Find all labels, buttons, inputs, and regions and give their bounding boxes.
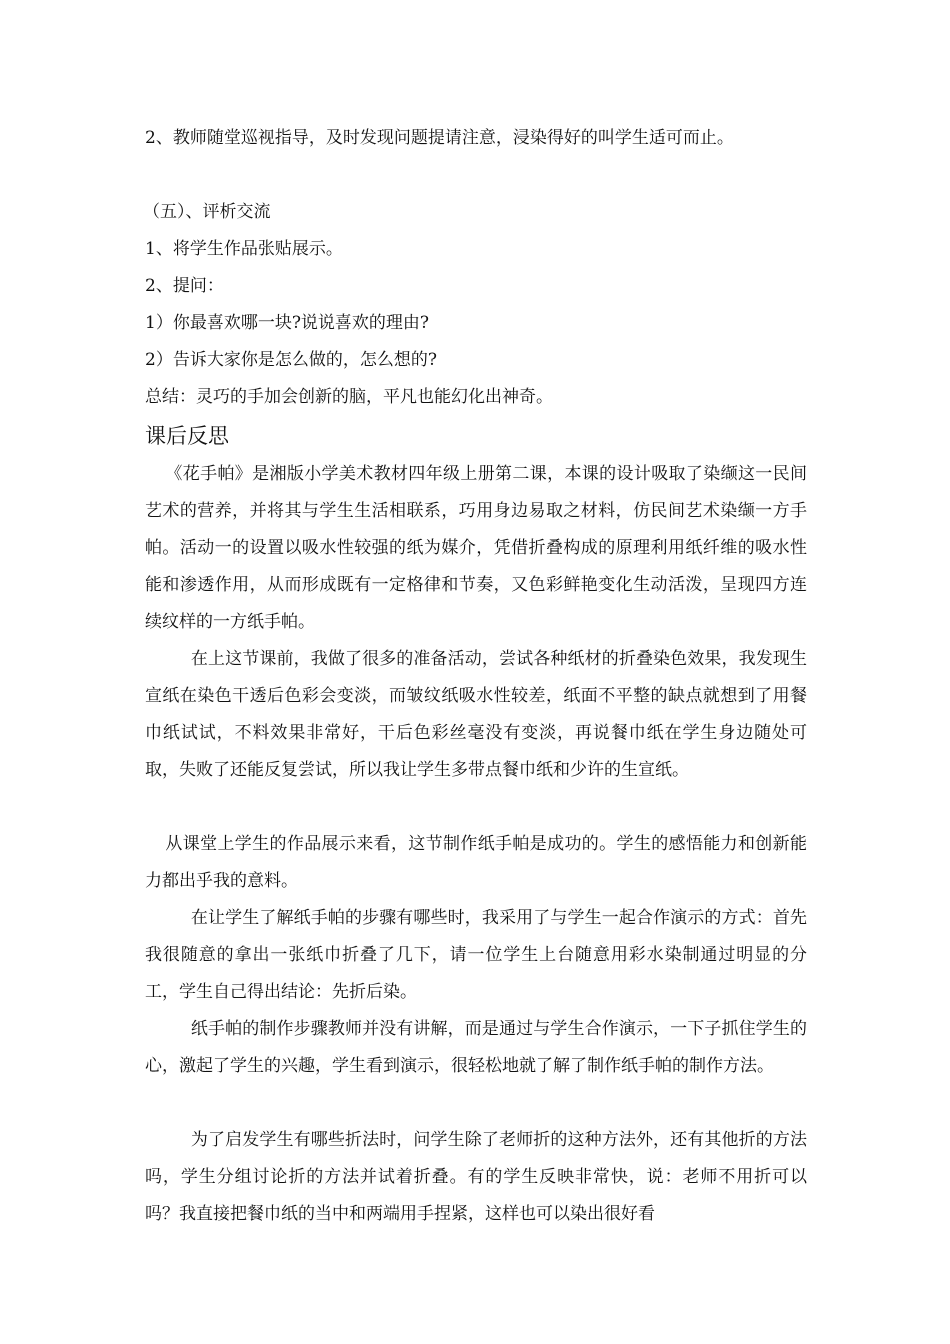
text-line: 2、提问： xyxy=(145,276,224,296)
text-line: 总结：灵巧的手加会创新的脑，平凡也能幻化出神奇。 xyxy=(145,387,553,407)
paragraph: 为了启发学生有哪些折法时，问学生除了老师折的这种方法外，还有其他折的方法吗，学生分组讨论折的方法并试着折叠。有的学生反映非常快，说：老师不用折可以吗？我直接把餐巾纸的当中和两端用手捏紧，这样也可以染出很好看 xyxy=(145,1130,807,1224)
paragraph: 从课堂上学生的作品展示来看，这节制作纸手帕是成功的。学生的感悟能力和创新能力都出乎我的意料。 xyxy=(145,834,807,891)
text-line: 2、教师随堂巡视指导，及时发现问题提请注意，浸染得好的叫学生适可而止。 xyxy=(145,128,734,148)
paragraph: 纸手帕的制作步骤教师并没有讲解，而是通过与学生合作演示，一下子抓住学生的心，激起了学生的兴趣，学生看到演示，很轻松地就了解了制作纸手帕的制作方法。 xyxy=(145,1019,807,1076)
text-line: 1、将学生作品张贴展示。 xyxy=(145,239,343,259)
paragraph: 在上这节课前，我做了很多的准备活动，尝试各种纸材的折叠染色效果，我发现生宣纸在染色干透后色彩会变淡，而皱纹纸吸水性较差，纸面不平整的缺点就想到了用餐巾纸试试，不料效果非常好，干后色彩丝毫没有变淡，再说餐巾纸在学生身边随处可取，失败了还能反复尝试，所以我让学生多带点餐巾纸和少许的生宣纸。 xyxy=(145,649,807,780)
text-line: 2）告诉大家你是怎么做的，怎么想的? xyxy=(145,350,437,370)
paragraph: 《花手帕》是湘版小学美术教材四年级上册第二课，本课的设计吸取了染缬这一民间艺术的营养，并将其与学生生活相联系，巧用身边易取之材料，仿民间艺术染缬一方手帕。活动一的设置以吸水性较强的纸为媒介，凭借折叠构成的原理利用纸纤维的吸水性能和渗透作用，从而形成既有一定格律和节奏，又色彩鲜艳变化生动活泼，呈现四方连续纹样的一方纸手帕。 xyxy=(145,464,807,632)
reflection-heading: 课后反思 xyxy=(145,424,229,448)
text-line: 1）你最喜欢哪一块?说说喜欢的理由? xyxy=(145,313,430,333)
paragraph: 在让学生了解纸手帕的步骤有哪些时，我采用了与学生一起合作演示的方式：首先我很随意的拿出一张纸巾折叠了几下，请一位学生上台随意用彩水染制通过明显的分工，学生自己得出结论：先折后染。 xyxy=(145,908,807,1002)
section-heading: （五）、评析交流 xyxy=(143,202,271,222)
